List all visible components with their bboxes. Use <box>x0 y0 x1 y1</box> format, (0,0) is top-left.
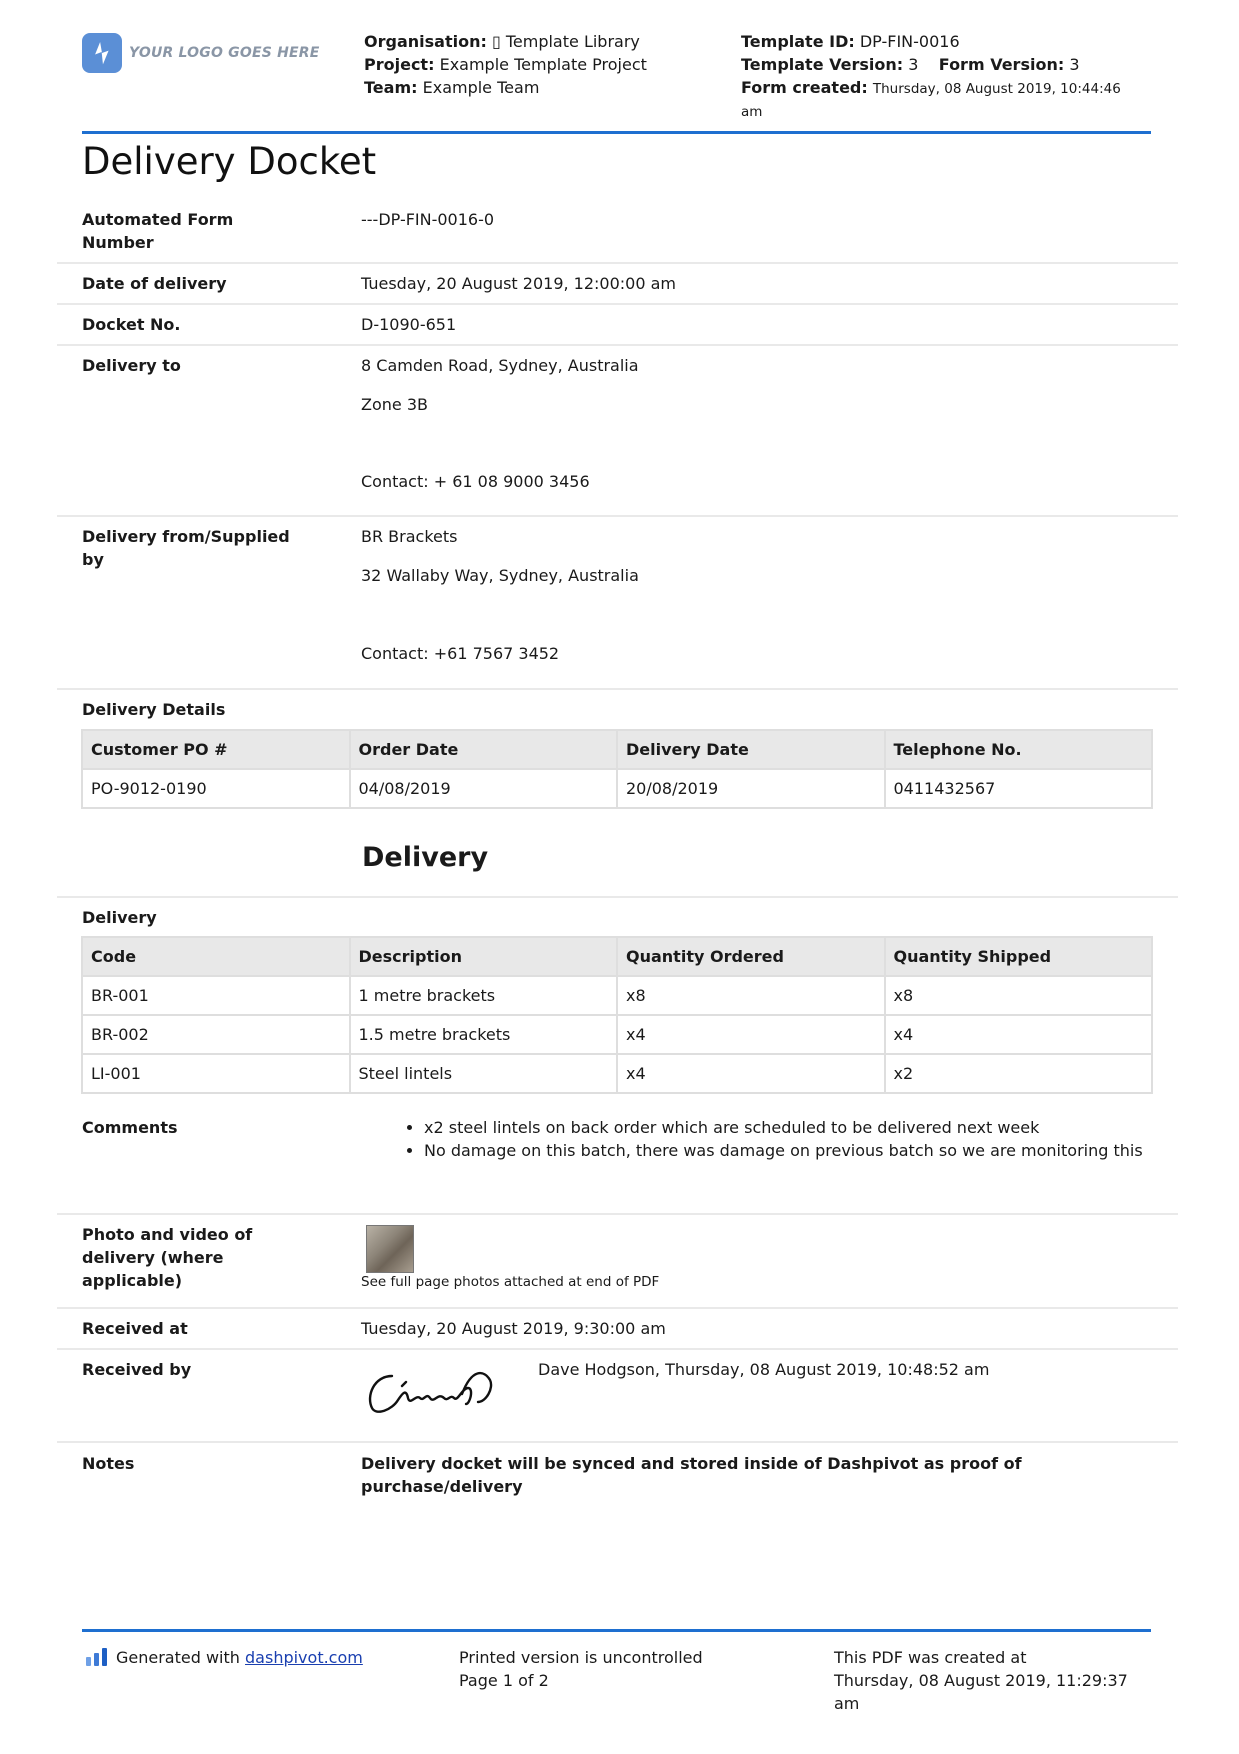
table-header-cell: Order Date <box>350 730 618 769</box>
table-header-cell: Quantity Shipped <box>885 937 1153 976</box>
form-number-label-line2: Number <box>82 233 154 252</box>
table-header-row <box>82 730 1152 769</box>
table-header-cell: Customer PO # <box>82 730 350 769</box>
comments-list <box>400 1116 1164 1162</box>
delivery-to-zone: Zone 3B <box>361 395 428 414</box>
row-divider <box>57 1348 1178 1350</box>
notes-label: Notes <box>82 1454 135 1473</box>
delivery-from-contact: Contact: +61 7567 3452 <box>361 644 560 663</box>
created-line2: Thursday, 08 August 2019, 11:29:37 <box>834 1671 1128 1690</box>
project-value: Example Template Project <box>439 55 647 74</box>
row-divider <box>57 1441 1178 1443</box>
received-by-label: Received by <box>82 1360 192 1379</box>
date-of-delivery-value: Tuesday, 20 August 2019, 12:00:00 am <box>361 274 677 293</box>
table-row <box>82 976 1152 1015</box>
table-header-cell: Quantity Ordered <box>617 937 885 976</box>
page-number: Page 1 of 2 <box>459 1671 549 1690</box>
footer-generated <box>116 1646 363 1669</box>
table-header-cell: Telephone No. <box>885 730 1153 769</box>
table-cell: 0411432567 <box>885 769 1153 808</box>
delivery-from-address: 32 Wallaby Way, Sydney, Australia <box>361 566 639 585</box>
table-cell: 04/08/2019 <box>350 769 618 808</box>
delivery-details-title: Delivery Details <box>82 700 226 719</box>
organisation-value: ▯ Template Library <box>491 32 640 51</box>
created-line3: am <box>834 1694 860 1713</box>
table-cell: Steel lintels <box>350 1054 618 1093</box>
table-header-row <box>82 937 1152 976</box>
template-id-value: DP-FIN-0016 <box>859 32 960 51</box>
table-cell: LI-001 <box>82 1054 350 1093</box>
document-title: Delivery Docket <box>82 140 377 183</box>
template-version-label: Template Version: <box>741 55 904 74</box>
photo-caption: See full page photos attached at end of PDF <box>361 1274 660 1290</box>
created-line1: This PDF was created at <box>834 1648 1027 1667</box>
photo-label-line2: delivery (where <box>82 1248 224 1267</box>
delivery-to-label: Delivery to <box>82 356 181 375</box>
form-created-value-cont: am <box>741 104 763 120</box>
table-cell: x4 <box>617 1054 885 1093</box>
row-divider <box>57 303 1178 305</box>
form-number-value: ---DP-FIN-0016-0 <box>361 210 495 229</box>
photo-label-line3: applicable) <box>82 1271 183 1290</box>
footer-created-at <box>834 1646 1128 1715</box>
table-row <box>82 769 1152 808</box>
template-id-label: Template ID: <box>741 32 855 51</box>
table-cell: PO-9012-0190 <box>82 769 350 808</box>
row-divider <box>57 896 1178 898</box>
footer-print-info <box>459 1646 703 1692</box>
template-version-value: 3 <box>908 55 919 74</box>
docket-no-value: D-1090-651 <box>361 315 457 334</box>
delivery-from-supplier: BR Brackets <box>361 527 458 546</box>
company-logo <box>82 33 320 73</box>
form-number-label-line1: Automated Form <box>82 210 234 229</box>
list-item: • No damage on this batch, there was damage on previous batch so we are monitoring this <box>424 1139 1164 1162</box>
form-version-label: Form Version: <box>938 55 1065 74</box>
table-cell: BR-002 <box>82 1015 350 1054</box>
received-at-label: Received at <box>82 1319 188 1338</box>
row-divider <box>57 515 1178 517</box>
list-item: • x2 steel lintels on back order which are scheduled to be delivered next week <box>424 1116 1164 1139</box>
table-row <box>82 1015 1152 1054</box>
table-cell: 1.5 metre brackets <box>350 1015 618 1054</box>
uncontrolled-note: Printed version is uncontrolled <box>459 1648 703 1667</box>
row-divider <box>57 344 1178 346</box>
form-created-label: Form created: <box>741 78 868 97</box>
team-label: Team: <box>364 78 418 97</box>
delivery-to-address: 8 Camden Road, Sydney, Australia <box>361 356 639 375</box>
dashpivot-bars-icon <box>86 1648 108 1666</box>
docket-no-label: Docket No. <box>82 315 181 334</box>
dashpivot-link[interactable]: dashpivot.com <box>245 1648 363 1667</box>
organisation-label: Organisation: <box>364 32 487 51</box>
received-by-value: Dave Hodgson, Thursday, 08 August 2019, 10:48:52 am <box>538 1360 990 1379</box>
delivery-from-label-line1: Delivery from/Supplied <box>82 527 290 546</box>
header-org-info <box>364 30 647 99</box>
footer-divider <box>82 1629 1151 1632</box>
notes-value-line2: purchase/delivery <box>361 1477 523 1496</box>
logo-text: YOUR LOGO GOES HERE <box>129 45 320 61</box>
delivery-from-label-line2: by <box>82 550 104 569</box>
table-header-cell: Code <box>82 937 350 976</box>
team-value: Example Team <box>422 78 540 97</box>
signature-image <box>362 1358 497 1418</box>
delivery-from-label <box>82 525 322 571</box>
delivery-details-table <box>81 729 1153 809</box>
photo-label <box>82 1223 322 1292</box>
table-cell: x4 <box>885 1015 1153 1054</box>
row-divider <box>57 262 1178 264</box>
row-divider <box>57 1213 1178 1215</box>
table-cell: x8 <box>617 976 885 1015</box>
notes-value-line1: Delivery docket will be synced and stored inside of Dashpivot as proof of <box>361 1454 1022 1473</box>
delivery-to-contact: Contact: + 61 08 9000 3456 <box>361 472 590 491</box>
logo-mark-icon <box>82 33 122 73</box>
generated-prefix: Generated with <box>116 1648 240 1667</box>
delivery-items-table <box>81 936 1153 1094</box>
form-created-value: Thursday, 08 August 2019, 10:44:46 <box>872 81 1121 97</box>
delivery-table-title: Delivery <box>82 908 157 927</box>
table-cell: x4 <box>617 1015 885 1054</box>
header-template-info <box>741 30 1121 124</box>
project-label: Project: <box>364 55 435 74</box>
delivery-section-title: Delivery <box>362 842 489 873</box>
table-cell: BR-001 <box>82 976 350 1015</box>
table-header-cell: Description <box>350 937 618 976</box>
table-cell: 1 metre brackets <box>350 976 618 1015</box>
form-version-value: 3 <box>1069 55 1080 74</box>
date-of-delivery-label: Date of delivery <box>82 274 227 293</box>
delivery-photo-thumbnail[interactable] <box>366 1225 414 1273</box>
form-number-label <box>82 208 322 254</box>
table-cell: x8 <box>885 976 1153 1015</box>
table-row <box>82 1054 1152 1093</box>
table-header-cell: Delivery Date <box>617 730 885 769</box>
row-divider <box>57 1307 1178 1309</box>
photo-label-line1: Photo and video of <box>82 1225 253 1244</box>
comments-label: Comments <box>82 1118 178 1137</box>
row-divider <box>57 688 1178 690</box>
received-at-value: Tuesday, 20 August 2019, 9:30:00 am <box>361 1319 666 1338</box>
table-cell: x2 <box>885 1054 1153 1093</box>
table-cell: 20/08/2019 <box>617 769 885 808</box>
header-divider <box>82 131 1151 134</box>
